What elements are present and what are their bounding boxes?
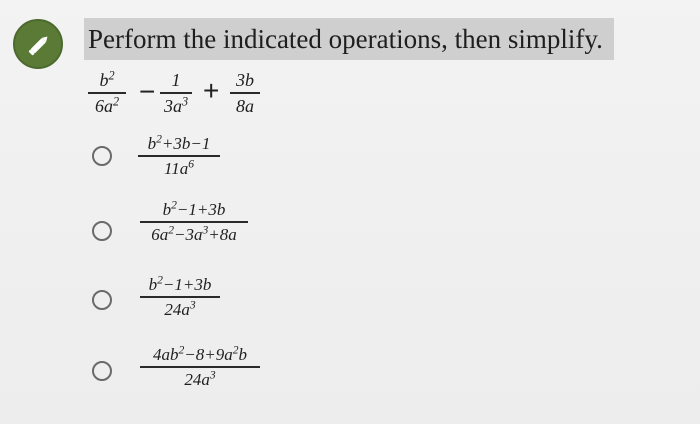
minus-operator: − <box>139 76 156 107</box>
fraction-bar <box>140 296 220 298</box>
term-1-numerator: $b^2$ <box>99 68 115 90</box>
fraction-bar <box>140 221 248 223</box>
option-a-numerator: $b^2+3b-1$ <box>147 132 211 153</box>
option-b-denominator: $6a^2-3a^3+8a$ <box>151 223 237 244</box>
option-b-numerator: $b^2-1+3b$ <box>162 198 226 219</box>
edit-badge <box>13 19 63 69</box>
term-2-numerator: 1 <box>171 70 181 90</box>
pencil-icon <box>24 30 54 60</box>
term-3-denominator: 8a <box>236 95 254 116</box>
option-b-radio[interactable] <box>92 221 112 241</box>
term-2-denominator: $3a^3$ <box>163 93 189 116</box>
expression-term-2 <box>160 71 192 115</box>
plus-operator: + <box>203 75 220 106</box>
option-c-numerator: $b^2-1+3b$ <box>148 273 212 294</box>
term-1-denominator: $6a^2$ <box>94 93 120 116</box>
option-d-numerator: $4ab^2-8+9a^2b$ <box>152 343 247 364</box>
question-title: Perform the indicated operations, then simplify. <box>88 24 603 54</box>
option-d-denominator: $24a^3$ <box>184 368 216 389</box>
option-a-radio[interactable] <box>92 146 112 166</box>
fraction-bar <box>88 92 126 94</box>
fraction-bar <box>140 366 260 368</box>
option-a-fraction <box>138 132 220 178</box>
expression-term-3 <box>230 71 260 115</box>
term-3-numerator: 3b <box>236 70 254 90</box>
option-d-fraction <box>140 343 260 389</box>
option-d-radio[interactable] <box>92 361 112 381</box>
option-c-fraction <box>140 273 220 319</box>
fraction-bar <box>138 155 220 157</box>
option-c-denominator: $24a^3$ <box>164 298 196 319</box>
option-b-fraction <box>140 198 248 244</box>
option-c-radio[interactable] <box>92 290 112 310</box>
expression-term-1 <box>88 68 126 116</box>
fraction-bar <box>230 92 260 94</box>
option-a-denominator: $11a^6$ <box>163 157 195 178</box>
